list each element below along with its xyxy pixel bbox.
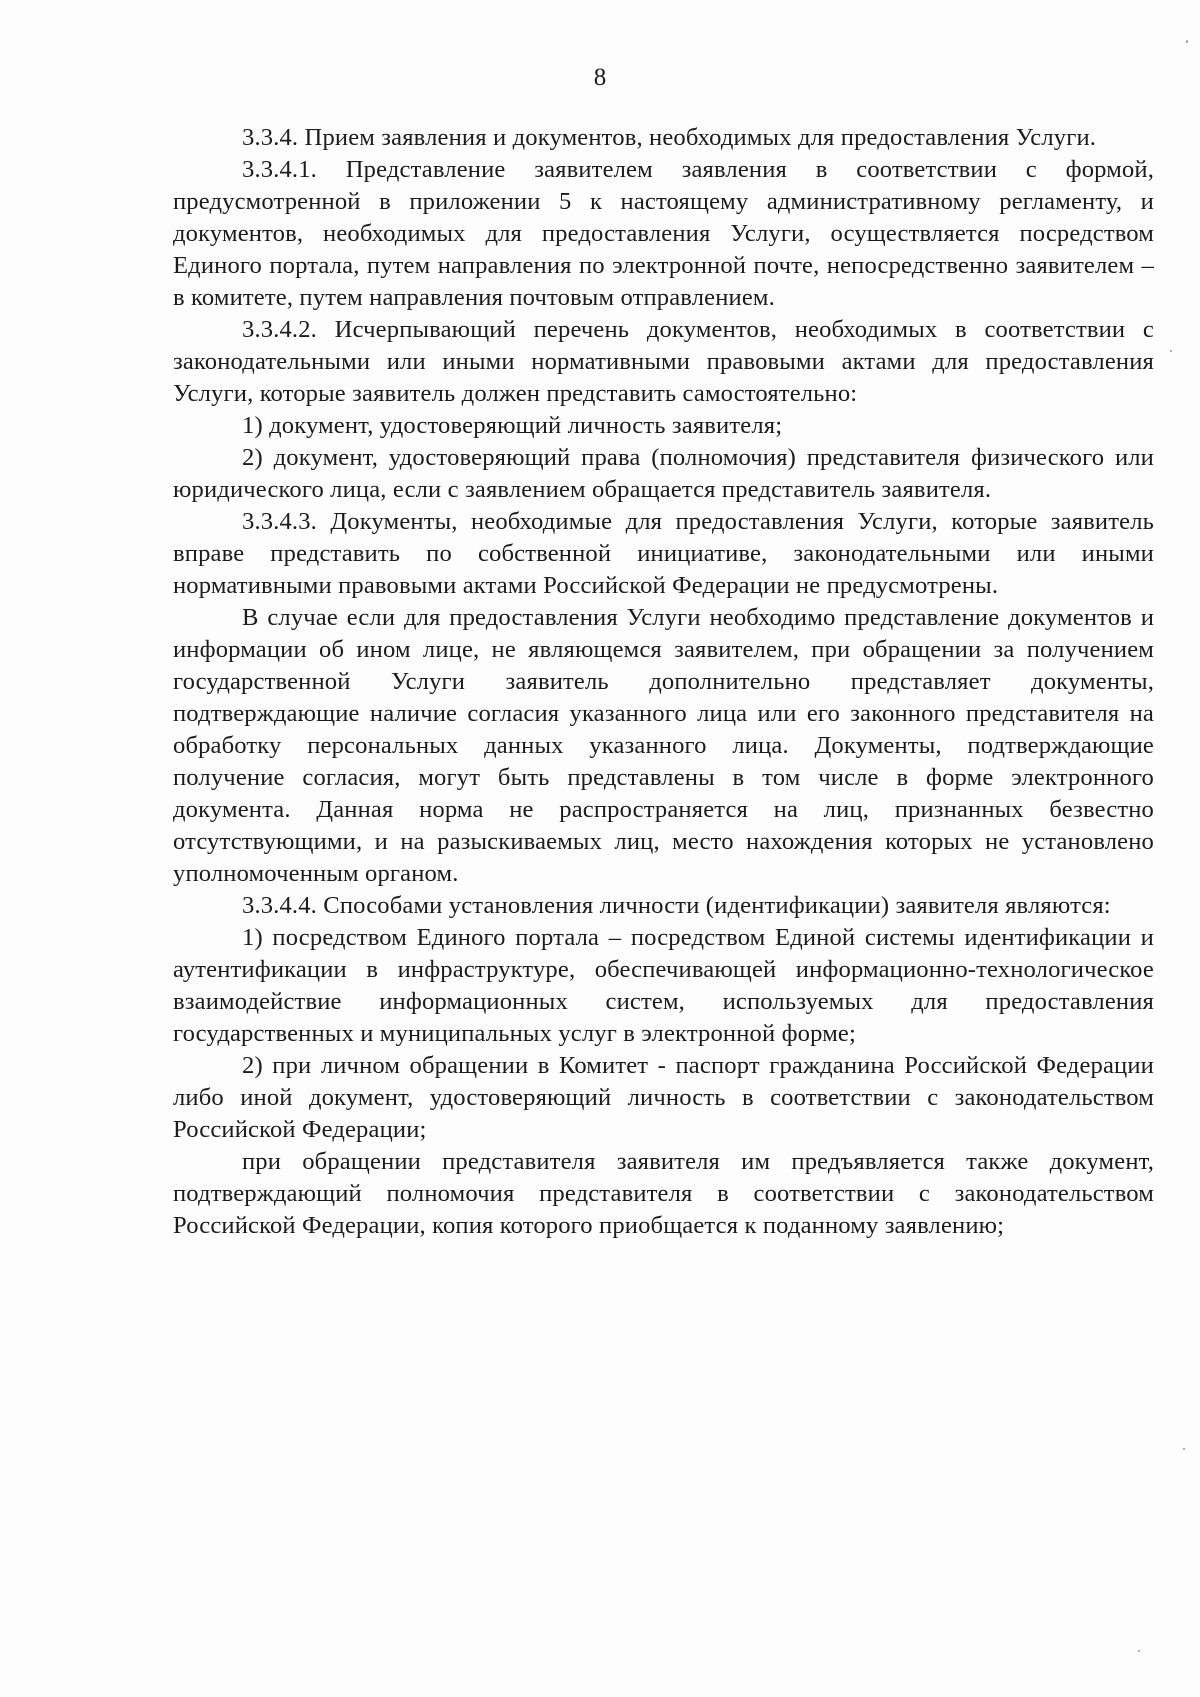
- list-item: 2) при личном обращении в Комитет - паспорт гражданина Российской Федерации либо иной документ, удостоверяющий личность в соответствии с законодательством Российской Федерации;: [173, 1052, 1154, 1143]
- document-body: [173, 122, 1154, 1242]
- paragraph: В случае если для предоставления Услуги необходимо представление документов и информации об ином лице, не являющемся заявителем, при обращении за получением государственной Услуги заявитель дополнительно представляет документы, подтверждающие наличие согласия указанного лица или его законного представителя на обработку персональных данных указанного лица. Документы, подтверждающие получение согласия, могут быть представлены в том числе в форме электронного документа. Данная норма не распространяется на лиц, признанных безвестно отсутствующими, и на разыскиваемых лиц, место нахождения которых не установлено уполномоченным органом.: [173, 604, 1154, 887]
- paragraph: 3.3.4.3. Документы, необходимые для предоставления Услуги, которые заявитель вправе представить по собственной инициативе, законодательными или иными нормативными правовыми актами Российской Федерации не предусмотрены.: [173, 508, 1154, 599]
- scan-speck: [1186, 40, 1188, 43]
- scan-speck: [1183, 1448, 1185, 1450]
- paragraph: 3.3.4.1. Представление заявителем заявления в соответствии с формой, предусмотренной в приложении 5 к настоящему административному регламенту, и документов, необходимых для предоставления Услуги, осуществляется посредством Единого портала, путем направления по электронной почте, непосредственно заявителем – в комитете, путем направления почтовым отправлением.: [173, 156, 1154, 311]
- page-number: 8: [593, 64, 607, 91]
- paragraph: 3.3.4.2. Исчерпывающий перечень документов, необходимых в соответствии с законодательными или иными нормативными правовыми актами для предоставления Услуги, которые заявитель должен представить самостоятельно:: [173, 316, 1154, 407]
- paragraph: при обращении представителя заявителя им предъявляется также документ, подтверждающий полномочия представителя в соответствии с законодательством Российской Федерации, копия которого приобщается к поданному заявлению;: [173, 1148, 1154, 1239]
- scan-speck: [1170, 350, 1172, 352]
- list-item: 2) документ, удостоверяющий права (полномочия) представителя физического или юридического лица, если с заявлением обращается представитель заявителя.: [173, 444, 1154, 503]
- paragraph: 3.3.4.4. Способами установления личности (идентификации) заявителя являются:: [242, 892, 1111, 919]
- scan-speck: [1138, 1650, 1140, 1652]
- paragraph: 3.3.4. Прием заявления и документов, необходимых для предоставления Услуги.: [242, 124, 1097, 151]
- list-item: 1) посредством Единого портала – посредством Единой системы идентификации и аутентификации в инфраструктуре, обеспечивающей информационно-технологическое взаимодействие информационных систем, используемых для предоставления государственных и муниципальных услуг в электронной форме;: [173, 924, 1154, 1047]
- list-item: 1) документ, удостоверяющий личность заявителя;: [242, 412, 783, 439]
